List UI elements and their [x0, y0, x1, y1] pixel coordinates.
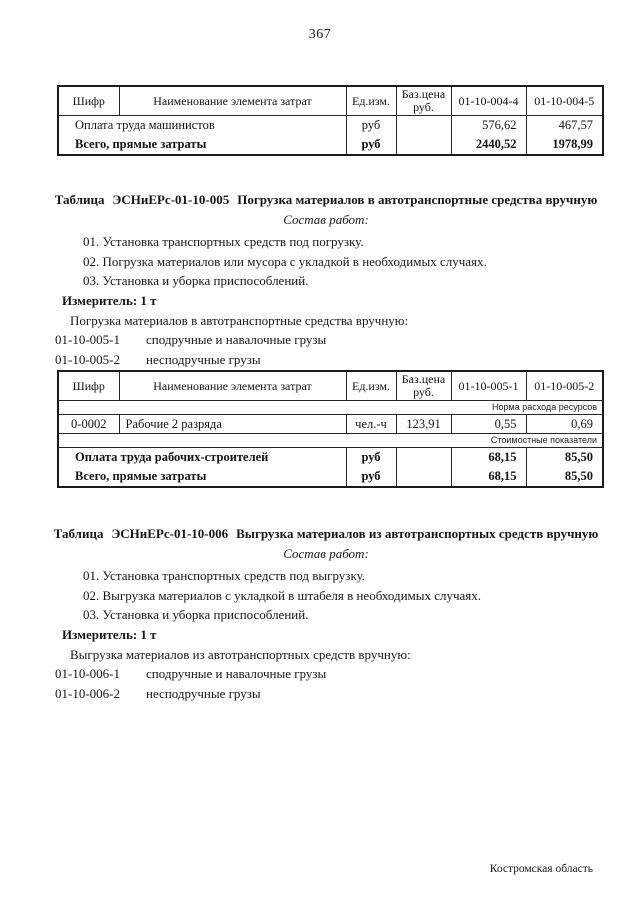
band-label: Норма расхода ресурсов — [58, 401, 603, 415]
cell-base-price — [396, 116, 451, 136]
work-item: 03. Установка и уборка приспособлений. — [83, 607, 309, 622]
variant-label: несподручные грузы — [146, 351, 261, 367]
band-cost-indicators — [58, 434, 603, 448]
table-header-row — [58, 86, 603, 116]
cell-value-1: 0,55 — [451, 415, 526, 434]
header-name: Наименование элемента затрат — [119, 371, 346, 401]
variant-line — [50, 664, 602, 684]
band-label: Стоимостные показатели — [58, 434, 603, 448]
cell-name: Всего, прямые затраты — [75, 469, 207, 483]
work-list — [50, 232, 602, 291]
table-row-total — [58, 467, 603, 487]
work-item: 02. Выгрузка материалов с укладкой в штабеля в необходимых случаях. — [83, 587, 482, 603]
cell-unit: руб — [346, 448, 396, 468]
work-item: 01. Установка транспортных средств под погрузку. — [83, 234, 364, 249]
variant-line — [50, 350, 602, 370]
variant-label: сподручные и навалочные грузы — [146, 666, 327, 681]
table-word: Таблица — [53, 526, 104, 541]
cell-name: Оплата труда машинистов — [75, 118, 215, 132]
section-title — [50, 524, 602, 544]
cell-value-2: 0,69 — [526, 415, 603, 434]
cell-name: Всего, прямые затраты — [75, 137, 207, 151]
work-list — [50, 566, 602, 625]
band-resource-norms — [58, 401, 603, 415]
work-scope-heading: Состав работ: — [283, 212, 369, 227]
header-unit: Ед.изм. — [346, 86, 396, 116]
work-item: 02. Погрузка материалов или мусора с укладкой в необходимых случаях. — [83, 253, 487, 269]
variant-code: 01-10-005-2 — [55, 351, 120, 367]
cell-value-1: 68,15 — [451, 448, 526, 468]
cell-value-2: 1978,99 — [552, 137, 593, 151]
measure-label: Измеритель: 1 т — [62, 626, 157, 642]
variant-line — [50, 330, 602, 350]
cost-table-01-10-004 — [57, 85, 604, 156]
variant-code: 01-10-006-2 — [55, 685, 120, 701]
cell-name: Рабочие 2 разряда — [119, 415, 346, 434]
section-01-10-005 — [50, 190, 602, 369]
cell-unit: руб — [346, 135, 396, 155]
table-title-text: Выгрузка материалов из автотранспортных средств вручную — [236, 526, 599, 541]
header-unit: Ед.изм. — [346, 371, 396, 401]
variant-code: 01-10-006-1 — [55, 666, 120, 681]
resource-row — [58, 415, 603, 434]
variant-line — [50, 684, 602, 704]
cost-table-01-10-005 — [57, 370, 604, 488]
cell-value-2: 85,50 — [564, 469, 593, 483]
cell-unit: руб — [346, 116, 396, 136]
variant-code: 01-10-005-1 — [55, 332, 120, 347]
work-item: 01. Установка транспортных средств под выгрузку. — [83, 568, 366, 583]
table-code: ЭСНиЕРс-01-10-005 — [112, 192, 230, 207]
cell-unit: руб — [346, 467, 396, 487]
cell-unit: чел.-ч — [346, 415, 396, 434]
header-base-price: Баз.цена руб. — [396, 86, 451, 116]
cell-value-1: 68,15 — [451, 467, 526, 487]
section-title — [50, 190, 602, 210]
cell-base-price — [396, 448, 451, 468]
table-word: Таблица — [54, 192, 105, 207]
header-variant-2: 01-10-005-2 — [526, 371, 603, 401]
variant-label: сподручные и навалочные грузы — [146, 332, 327, 347]
cell-base-price — [396, 467, 451, 487]
header-variant-2: 01-10-004-5 — [526, 86, 603, 116]
table-header-row — [58, 371, 603, 401]
table-code: ЭСНиЕРс-01-10-006 — [111, 526, 229, 541]
cell-value-2: 85,50 — [564, 450, 593, 464]
cell-value-1: 2440,52 — [451, 135, 526, 155]
header-base-price: Баз.цена руб. — [396, 371, 451, 401]
cell-code: 0-0002 — [58, 415, 119, 434]
variant-label: несподручные грузы — [146, 685, 261, 701]
work-scope-heading: Состав работ: — [283, 546, 369, 561]
cell-value-2: 467,57 — [558, 118, 593, 132]
cell-value-1: 576,62 — [451, 116, 526, 136]
header-code: Шифр — [58, 86, 119, 116]
table-title-text: Погрузка материалов в автотранспортные средства вручную — [237, 192, 598, 207]
table-row-labor-cost — [58, 448, 603, 468]
header-name: Наименование элемента затрат — [119, 86, 346, 116]
header-variant-1: 01-10-004-4 — [451, 86, 526, 116]
table-row-total — [58, 135, 603, 155]
page-number: 367 — [308, 27, 332, 42]
cell-name: Оплата труда рабочих-строителей — [75, 450, 269, 464]
table-row — [58, 116, 603, 136]
header-variant-1: 01-10-005-1 — [451, 371, 526, 401]
cell-base-price — [396, 135, 451, 155]
applies-to-line: Погрузка материалов в автотранспортные средства вручную: — [70, 312, 409, 328]
region-footer: Костромская область — [489, 863, 593, 875]
work-item: 03. Установка и уборка приспособлений. — [83, 273, 309, 288]
section-01-10-006 — [50, 524, 602, 703]
measure-label: Измеритель: 1 т — [62, 292, 157, 308]
header-code: Шифр — [58, 371, 119, 401]
applies-to-line: Выгрузка материалов из автотранспортных средств вручную: — [70, 646, 411, 662]
cell-base-price: 123,91 — [396, 415, 451, 434]
